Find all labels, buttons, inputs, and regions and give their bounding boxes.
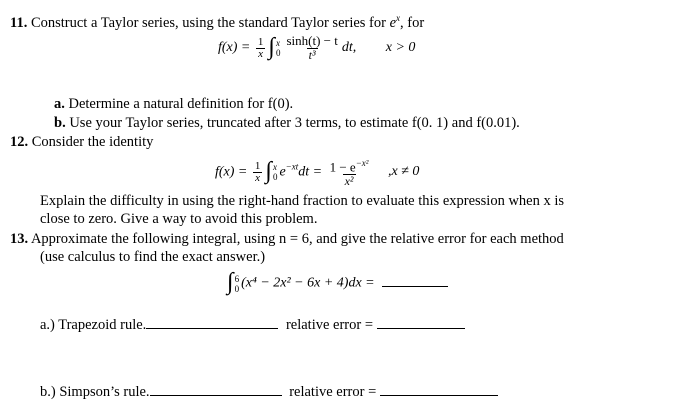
q11-frac: $\frac{1}{x}$ bbox=[257, 35, 264, 60]
q11-dt: dt, bbox=[341, 40, 357, 56]
q11-line bbox=[10, 10, 424, 32]
q13-number: 13. bbox=[10, 231, 29, 247]
q13-simpson-error-blank[interactable] bbox=[380, 383, 498, 396]
q11-exp: e bbox=[389, 14, 397, 31]
q12-frac: $\frac{1}{x}$ bbox=[254, 159, 261, 184]
q13-integrand: (x⁴ − 2x² − 6x + 4)dx = bbox=[241, 275, 375, 291]
q12-number: 12. bbox=[10, 134, 29, 150]
q13-integral-sign: ∫ bbox=[227, 269, 234, 295]
q12-condition: ,x ≠ 0 bbox=[387, 164, 420, 180]
q11-exp-power: x bbox=[396, 13, 401, 23]
q12-formula: f(x) = $\frac{1}{x}$ ∫ x 0 $e^{-xt}dt$ = $\frac{1 - e^{-x^2}}{\text{x²}}$ ,x ≠ 0 bbox=[215, 157, 420, 189]
q11-number: 11. bbox=[10, 14, 28, 31]
q11-text: Construct a Taylor series, using the standard Taylor series for bbox=[30, 14, 390, 31]
q13-limits: 6 0 bbox=[234, 273, 240, 294]
q12-dt: dt = bbox=[298, 164, 323, 180]
q13-trapezoid-error-blank[interactable] bbox=[377, 316, 465, 329]
q11-lhs: f(x) = bbox=[218, 40, 251, 56]
q13-part-b: b.) Simpson’s rule. relative error = bbox=[40, 383, 498, 401]
q12-rhs: $\frac{1 - e^{-x^2}}{\text{x²}}$ bbox=[329, 158, 369, 189]
q13-line bbox=[10, 231, 564, 248]
q11-integrand: $\frac{\sinh(t) - t}{\text{t³}}$ bbox=[286, 33, 338, 62]
q13-text: Approximate the following integral, using n = 6, and give the relative error for each method bbox=[30, 231, 564, 247]
q13-simpson-answer-blank[interactable] bbox=[150, 383, 282, 396]
q13-part-a: a.) Trapezoid rule. relative error = bbox=[40, 316, 465, 334]
q12-lhs: f(x) = bbox=[215, 164, 248, 180]
q11-part-b: b. Use your Taylor series, truncated after 3 terms, to estimate f(0. 1) and f(0.01). bbox=[54, 115, 520, 131]
q11-limits: x 0 bbox=[275, 38, 281, 58]
q12-integrand: e bbox=[279, 164, 286, 180]
q11-condition: x > 0 bbox=[385, 40, 416, 56]
q12-line bbox=[10, 134, 153, 151]
q12-explain-2: close to zero. Give a way to avoid this problem. bbox=[40, 211, 318, 227]
q11-formula bbox=[218, 34, 415, 62]
q13-exact-answer-blank[interactable] bbox=[382, 274, 448, 287]
q12-intro: Consider the identity bbox=[31, 134, 154, 150]
q11-text-2: , for bbox=[400, 14, 425, 31]
q13-formula bbox=[226, 270, 448, 297]
q12-limits: x 0 bbox=[272, 162, 278, 183]
q12-explain-1: Explain the difficulty in using the right-hand fraction to evaluate this expression when x is bbox=[40, 193, 565, 209]
q11-part-a: a. Determine a natural definition for f(0). bbox=[54, 96, 294, 112]
q12-integral-sign: ∫ bbox=[265, 157, 272, 184]
q13-text-2: (use calculus to find the exact answer.) bbox=[40, 249, 266, 265]
q11-integral-sign: ∫ bbox=[268, 33, 275, 60]
q13-trapezoid-answer-blank[interactable] bbox=[146, 316, 278, 329]
